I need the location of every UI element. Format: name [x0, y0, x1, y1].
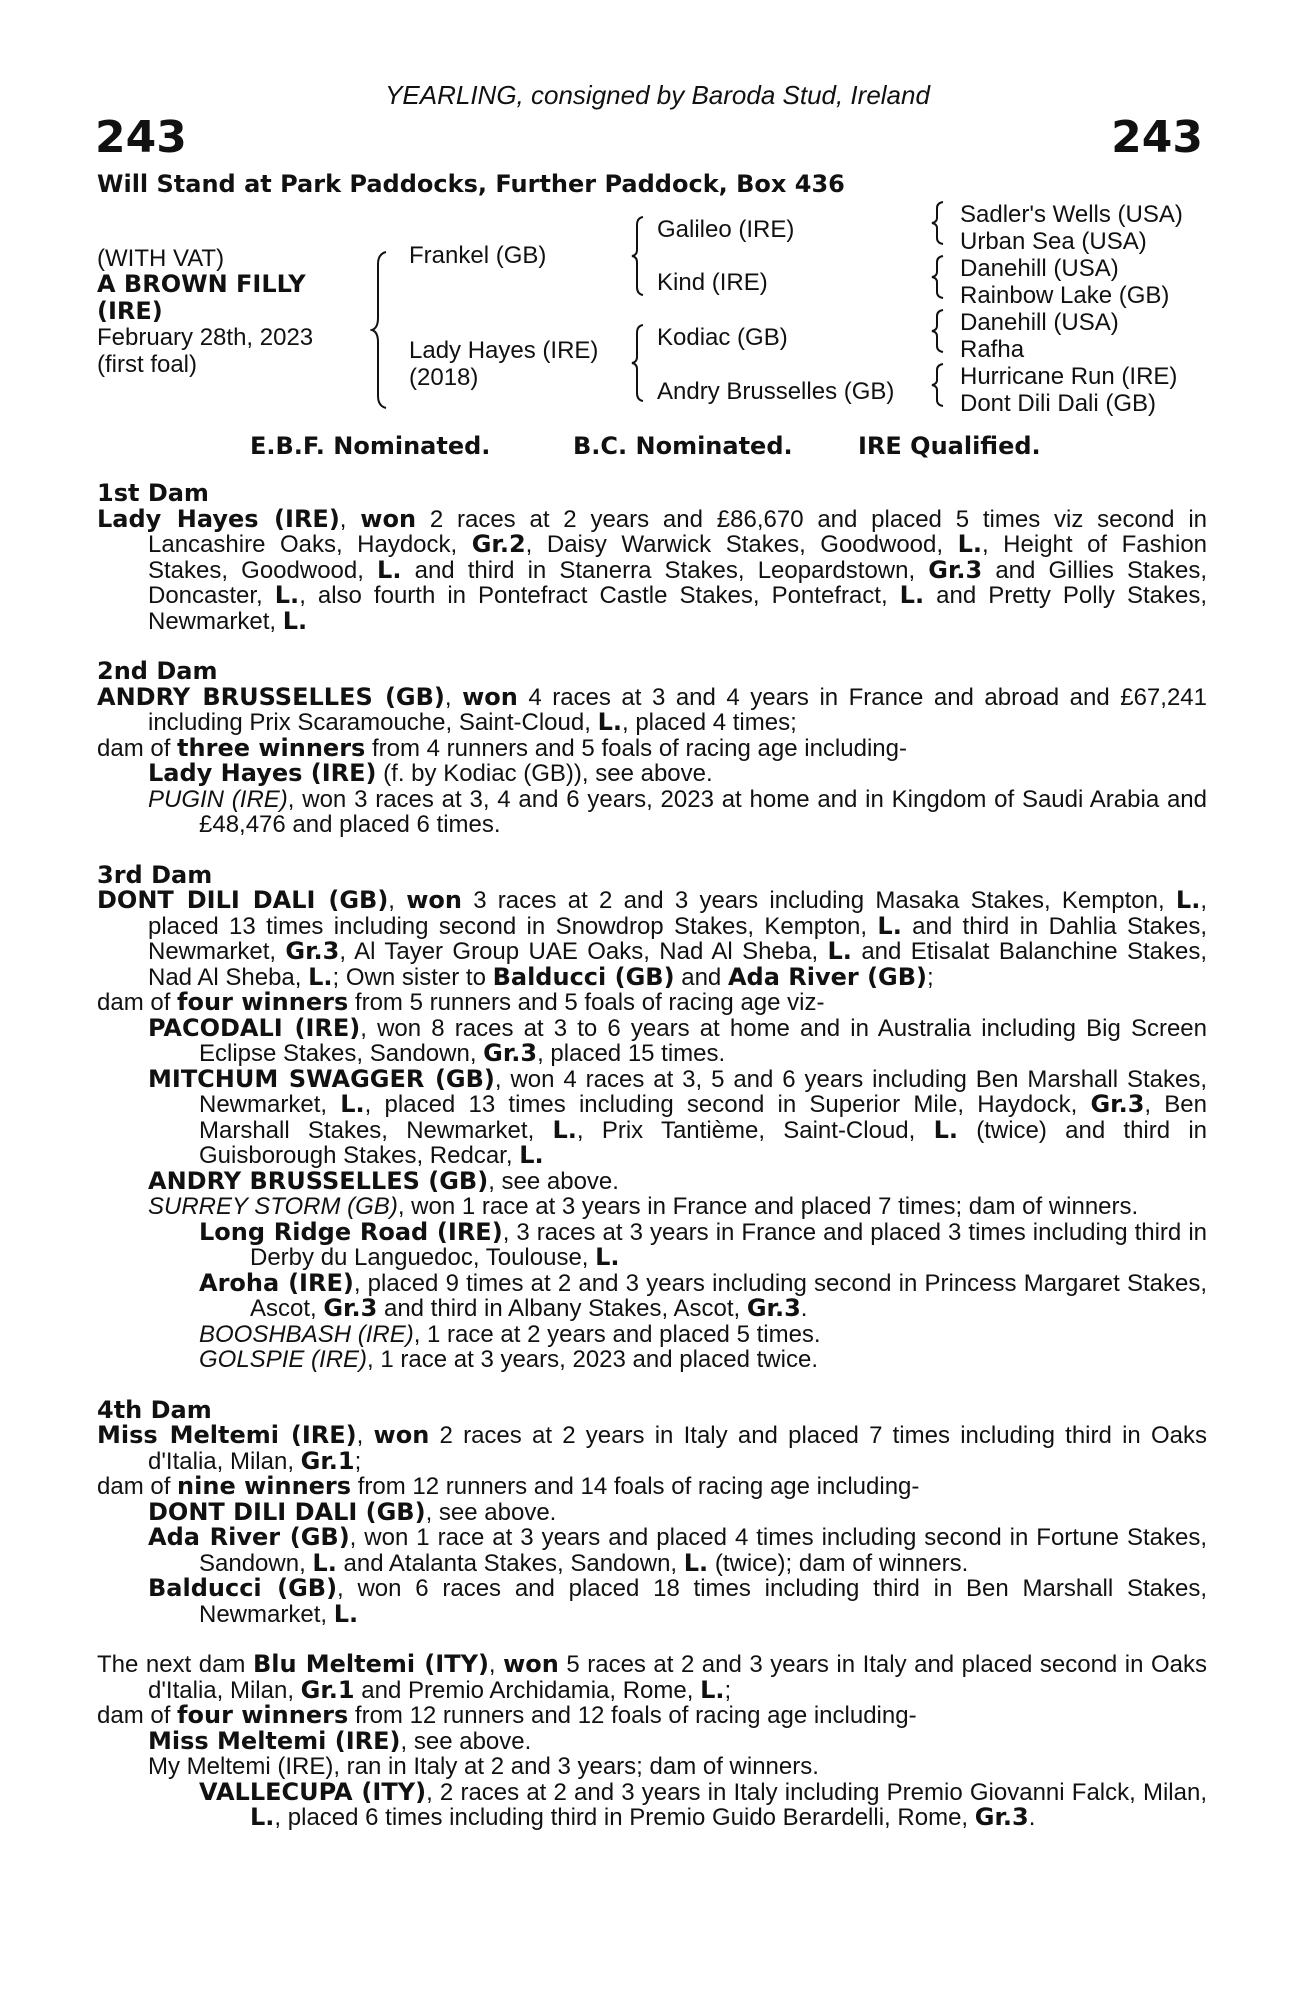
text: , Prix Tantième, Saint-Cloud,: [576, 1116, 934, 1144]
text: , won 1 race at 3 years in France and placed 7 times; dam of winners.: [397, 1193, 1139, 1220]
text: , 1 race at 2 years and placed 5 times.: [413, 1320, 821, 1348]
pedigree-entry: [97, 761, 1207, 787]
bold-text: L.: [308, 962, 333, 991]
text: 5 races at 2 and 3 years in Italy and placed second in Oaks d'Italia, Milan,: [148, 1651, 1207, 1704]
bold-text: L.: [877, 911, 902, 940]
text: from 5 runners and 5 foals of racing age viz-: [348, 989, 825, 1016]
pedigree-sire-sire: Galileo (IRE): [657, 216, 795, 243]
bold-text: Gr.3: [483, 1039, 538, 1067]
bold-text: L.: [333, 1599, 359, 1628]
text: My Meltemi (IRE), ran in Italy at 2 and 3 years; dam of winners.: [148, 1753, 819, 1780]
text: and third in Albany Stakes, Ascot,: [377, 1295, 747, 1322]
bold-text: L.: [899, 581, 925, 609]
text: .: [800, 1295, 808, 1322]
pedigree-entry: [97, 1194, 1207, 1220]
pedigree-ggp-2: Urban Sea (USA): [960, 228, 1147, 255]
pedigree-entry: [97, 1166, 1207, 1195]
text: , placed 15 times.: [537, 1040, 726, 1067]
bold-text: L.: [957, 530, 982, 558]
text: ,: [356, 1422, 374, 1449]
text: ;: [724, 1676, 732, 1704]
text: and Gillies Stakes, Doncaster,: [148, 556, 1207, 609]
text: ; Own sister to: [332, 963, 493, 991]
bc-nomination: B.C. Nominated.: [573, 432, 793, 460]
pedigree-ggp-8: Dont Dili Dali (GB): [960, 390, 1157, 417]
section-gap: [97, 1627, 1207, 1652]
pedigree-dam-year: (2018): [409, 364, 479, 391]
bold-text: Gr.2: [471, 530, 526, 558]
text: , Al Tayer Group UAE Oaks, Nad Al Sheba,: [339, 938, 828, 965]
pedigree-brace-ggp-4: [930, 362, 946, 408]
pedigree-entry: [97, 1525, 1207, 1576]
pedigree-ggp-6: Rafha: [960, 336, 1025, 363]
text: , placed 13 times including second in Snowdrop Stakes, Kempton,: [148, 887, 1207, 940]
text: The next dam: [97, 1651, 253, 1678]
pedigree-entry: [97, 1777, 1207, 1831]
horse-description: A BROWN FILLY: [97, 270, 306, 298]
bold-text: Ada River (GB): [727, 962, 927, 991]
text: , placed 13 times including second in Superior Mile, Haydock,: [364, 1091, 1091, 1118]
text: and: [674, 963, 728, 991]
text: ,: [488, 1651, 504, 1678]
pedigree-entry: [97, 1726, 1207, 1755]
vat-note: (WITH VAT): [97, 245, 225, 272]
bold-text: L.: [1175, 886, 1201, 914]
pedigree-dam-sire: Kodiac (GB): [657, 324, 788, 351]
bold-text: L.: [700, 1675, 725, 1704]
bold-text: L.: [933, 1115, 958, 1144]
bold-text: won: [462, 682, 518, 711]
text: 2 races at 2 years and £86,670 and placed 5 times viz second in Lancashire Oaks, Haydock,: [148, 505, 1208, 558]
text: , see above.: [400, 1727, 532, 1755]
bold-text: L.: [250, 1803, 275, 1831]
text: (twice); dam of winners.: [708, 1549, 969, 1577]
pedigree-entry: [97, 1217, 1207, 1271]
bold-text: won: [503, 1650, 559, 1678]
bold-text: Lady Hayes (IRE): [148, 759, 377, 787]
text: , won 4 races at 3, 5 and 6 years including Ben Marshall Stakes, Newmarket,: [199, 1065, 1208, 1118]
text: , placed 6 times including third in Premio Guido Berardelli, Rome,: [274, 1804, 975, 1831]
italic-text: BOOSHBASH (IRE): [199, 1320, 414, 1348]
text: from 4 runners and 5 foals of racing age including-: [365, 734, 907, 762]
pedigree-page-body: [97, 481, 1207, 1831]
bold-text: won: [406, 886, 462, 914]
pedigree-dam-dam: Andry Brusselles (GB): [657, 378, 895, 405]
bold-text: L.: [282, 606, 308, 635]
text: and Etisalat Balanchine Stakes, Nad Al Sheba,: [148, 938, 1207, 991]
bold-text: three winners: [177, 733, 366, 762]
bold-text: L.: [312, 1548, 337, 1577]
foal-note: (first foal): [97, 351, 198, 378]
text: ,: [388, 887, 407, 914]
text: dam of: [97, 734, 178, 762]
bold-text: Gr.1: [300, 1675, 355, 1704]
text: , see above.: [488, 1167, 619, 1195]
text: (f. by Kodiac (GB)), see above.: [376, 760, 713, 787]
ebf-nomination: E.B.F. Nominated.: [250, 432, 491, 460]
pedigree-entry: [97, 888, 1207, 990]
pedigree-ggp-4: Rainbow Lake (GB): [960, 282, 1170, 309]
section-gap: [97, 634, 1207, 659]
italic-text: SURREY STORM (GB): [148, 1193, 398, 1220]
section-gap: [97, 838, 1207, 863]
pedigree-ggp-5: Danehill (USA): [960, 309, 1119, 336]
text: and third in Stanerra Stakes, Leopardstown,: [401, 556, 929, 584]
pedigree-brace-ggp-2: [930, 254, 946, 300]
text: ,: [444, 683, 463, 711]
pedigree-entry: [97, 1474, 1207, 1500]
pedigree-brace-ggp-3: [930, 308, 946, 354]
bold-text: L.: [595, 1243, 620, 1271]
bold-text: Balducci (GB): [148, 1574, 338, 1602]
text: from 12 runners and 12 foals of racing age including-: [348, 1702, 917, 1729]
pedigree-sire-dam: Kind (IRE): [657, 269, 768, 296]
bold-text: L.: [340, 1090, 365, 1118]
bold-text: L.: [377, 555, 402, 584]
text: , 1 race at 3 years, 2023 and placed twice.: [367, 1346, 818, 1373]
bold-text: VALLECUPA (ITY): [199, 1777, 427, 1806]
bold-text: L.: [552, 1115, 577, 1144]
text: and third in Dahlia Stakes, Newmarket,: [148, 912, 1208, 965]
pedigree-sire: Frankel (GB): [409, 242, 547, 269]
horse-breed: (IRE): [97, 297, 163, 325]
text: 2 races at 2 years in Italy and placed 7 times including third in Oaks d'Italia, Milan,: [148, 1422, 1207, 1475]
bold-text: L.: [683, 1548, 709, 1577]
pedigree-entry: [97, 1064, 1208, 1169]
text: , won 8 races at 3 to 6 years at home and in Australia including Big Screen Eclipse Stakes, Sandown,: [199, 1014, 1208, 1067]
pedigree-entry: [97, 1268, 1207, 1322]
bold-text: won: [373, 1421, 430, 1449]
text: , Height of Fashion Stakes, Goodwood,: [148, 531, 1208, 584]
bold-text: Gr.3: [974, 1803, 1029, 1831]
bold-text: Balducci (GB): [492, 962, 675, 991]
text: , won 6 races and placed 18 times including third in Ben Marshall Stakes, Newmarket,: [199, 1575, 1208, 1628]
text: , placed 9 times at 2 and 3 years including second in Princess Margaret Stakes, Ascot,: [250, 1269, 1207, 1322]
bold-text: MITCHUM SWAGGER (GB): [148, 1064, 495, 1093]
ire-qualification: IRE Qualified.: [858, 432, 1041, 460]
pedigree-brace-sire: [630, 215, 646, 297]
foaling-date: February 28th, 2023: [97, 324, 314, 351]
pedigree-ggp-7: Hurricane Run (IRE): [960, 363, 1178, 390]
text: dam of: [97, 989, 178, 1016]
text: and Atalanta Stakes, Sandown,: [336, 1549, 684, 1577]
text: .: [1028, 1804, 1036, 1831]
pedigree-ggp-3: Danehill (USA): [960, 255, 1119, 282]
bold-text: DONT DILI DALI (GB): [97, 886, 389, 914]
text: , 2 races at 2 and 3 years in Italy including Premio Giovanni Falck, Milan,: [426, 1778, 1207, 1806]
pedigree-entry: [97, 787, 1207, 838]
text: ,: [339, 505, 361, 533]
bold-text: ANDRY BRUSSELLES (GB): [148, 1166, 489, 1195]
section-heading: 3rd Dam: [97, 860, 213, 889]
text: and Premio Archidamia, Rome,: [354, 1676, 701, 1704]
text: ;: [927, 963, 934, 991]
bold-text: Gr.3: [1090, 1090, 1145, 1118]
italic-text: PUGIN (IRE): [148, 785, 288, 813]
catalogue-subtitle: YEARLING, consigned by Baroda Stud, Ireland: [385, 80, 930, 110]
bold-text: Aroha (IRE): [199, 1268, 354, 1297]
text: ;: [354, 1447, 362, 1475]
italic-text: GOLSPIE (IRE): [199, 1346, 368, 1373]
text: 4 races at 3 and 4 years in France and abroad and £67,241 including Prix Scaramouche, Saint-Cloud,: [148, 683, 1207, 736]
lot-number-right: 243: [1111, 112, 1203, 163]
pedigree-entry: [97, 733, 1207, 762]
bold-text: Long Ridge Road (IRE): [199, 1217, 503, 1246]
pedigree-entry: [97, 504, 1208, 635]
text: , also fourth in Pontefract Castle Stakes, Pontefract,: [299, 582, 900, 609]
text: , Ben Marshall Stakes, Newmarket,: [199, 1091, 1207, 1144]
text: dam of: [97, 1702, 178, 1729]
text: , see above.: [425, 1498, 557, 1526]
text: , placed 4 times;: [621, 709, 797, 736]
pedigree-brace-main: [370, 250, 390, 410]
pedigree-entry: [97, 1423, 1207, 1474]
text: , won 3 races at 3, 4 and 6 years, 2023 at home and in Kingdom of Saudi Arabia and £48,476 and placed 6 times.: [199, 785, 1207, 838]
pedigree-ggp-1: Sadler's Wells (USA): [960, 201, 1183, 228]
pedigree-entry: [97, 1497, 1207, 1526]
text: from 12 runners and 14 foals of racing age including-: [351, 1473, 920, 1500]
pedigree-brace-dam: [630, 323, 646, 403]
bold-text: Miss Meltemi (IRE): [97, 1421, 357, 1449]
pedigree-dam: Lady Hayes (IRE): [409, 337, 599, 364]
text: , Daisy Warwick Stakes, Goodwood,: [525, 531, 958, 558]
bold-text: ANDRY BRUSSELLES (GB): [97, 682, 445, 711]
bold-text: Gr.1: [300, 1446, 355, 1475]
bold-text: Gr.3: [928, 555, 983, 584]
pedigree-entry: [97, 1703, 1207, 1729]
pedigree-entry: [97, 1652, 1207, 1703]
pedigree-brace-ggp-1: [930, 200, 946, 246]
section-gap: [97, 1373, 1207, 1398]
text: 3 races at 2 and 3 years including Masaka Stakes, Kempton,: [461, 887, 1176, 914]
text: , won 1 race at 3 years and placed 4 times including second in Fortune Stakes, Sandown,: [199, 1524, 1208, 1577]
text: (twice) and third in Guisborough Stakes, Redcar,: [199, 1116, 1208, 1169]
lot-number-left: 243: [95, 112, 187, 163]
section-heading: 2nd Dam: [97, 657, 218, 685]
bold-text: L.: [519, 1141, 544, 1169]
pedigree-entry: [97, 1576, 1207, 1627]
pedigree-entry: [97, 682, 1207, 736]
pedigree-entry: [97, 1347, 1207, 1373]
bold-text: nine winners: [177, 1472, 352, 1500]
pedigree-entry: [97, 1013, 1208, 1067]
section-heading: 4th Dam: [97, 1395, 212, 1424]
text: , 3 races at 3 years in France and placed 3 times including third in Derby du Languedoc, Toulouse,: [250, 1218, 1207, 1271]
bold-text: L.: [274, 581, 300, 609]
bold-text: four winners: [177, 988, 349, 1016]
bold-text: Gr.3: [323, 1294, 378, 1322]
bold-text: Gr.3: [285, 937, 340, 965]
pedigree-entry: [97, 1322, 1207, 1348]
section-heading: 1st Dam: [97, 479, 209, 507]
text: and Pretty Polly Stakes, Newmarket,: [148, 582, 1207, 635]
bold-text: won: [360, 504, 417, 533]
bold-text: PACODALI (IRE): [148, 1013, 361, 1042]
stand-location: Will Stand at Park Paddocks, Further Paddock, Box 436: [97, 170, 845, 198]
bold-text: L.: [597, 708, 622, 736]
bold-text: Lady Hayes (IRE): [97, 504, 340, 533]
bold-text: four winners: [177, 1701, 349, 1729]
bold-text: DONT DILI DALI (GB): [148, 1497, 426, 1526]
bold-text: Ada River (GB): [148, 1523, 350, 1551]
bold-text: Blu Meltemi (ITY): [252, 1650, 489, 1678]
pedigree-entry: [97, 1754, 1207, 1780]
pedigree-entry: [97, 990, 1207, 1016]
text: dam of: [97, 1473, 178, 1500]
bold-text: L.: [827, 937, 852, 965]
bold-text: Gr.3: [746, 1294, 801, 1322]
bold-text: Miss Meltemi (IRE): [148, 1726, 401, 1755]
